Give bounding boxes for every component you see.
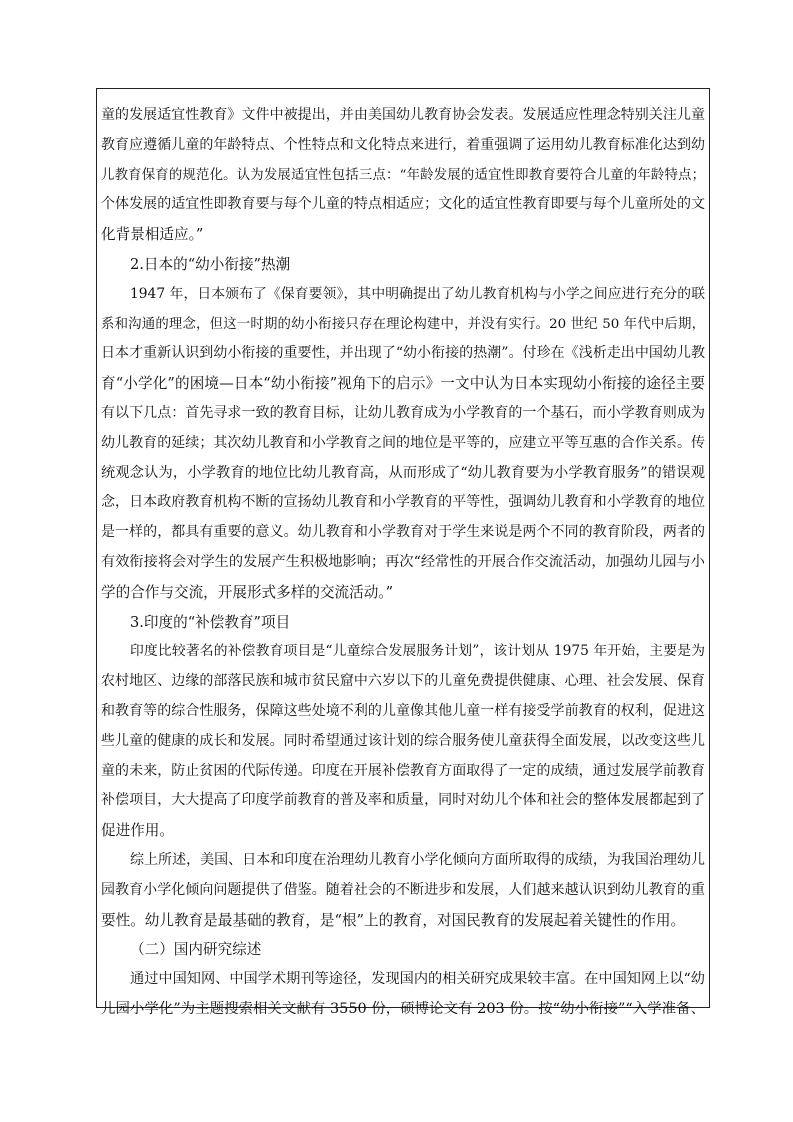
text-line: 通过中国知网、中国学术期刊等途径，发现国内的相关研究成果较丰富。在中国知网上以“幼 (130, 971, 705, 988)
text-line: 1947 年，日本颁布了《保育要领》，其中明确提出了幼儿教育机构与小学之间应进行充分的联 (130, 285, 705, 302)
text-line: 念，日本政府教育机构不断的宣扬幼儿教育和小学教育的平等性，强调幼儿教育和小学教育的地位 (101, 494, 705, 511)
text-line: 些儿童的健康的成长和发展。同时希望通过该计划的综合服务使儿童获得全面发展，以改变这些儿 (101, 732, 705, 749)
text-line: 促进作用。 (101, 822, 174, 840)
text-line: 化背景相适应。” (101, 226, 204, 244)
text-line: 童的发展适宜性教育》文件中被提出，并由美国幼儿教育协会发表。发展适应性理念特别关注儿童 (101, 107, 705, 123)
text-line: 个体发展的适宜性即教育要与每个儿童的特点相适应；文化的适宜性教育即要与每个儿童所处的文 (101, 196, 705, 213)
text-line: 农村地区、边缘的部落民族和城市贫民窟中六岁以下的儿童免费提供健康、心理、社会发展、保育 (101, 673, 705, 690)
text-line: 是一样的，都具有重要的意义。幼儿教育和小学教育对于学生来说是两个不同的教育阶段，两者的 (101, 524, 705, 541)
text-line: 综上所述，美国、日本和印度在治理幼儿教育小学化倾向方面所取得的成绩，为我国治理幼儿 (130, 851, 705, 868)
text-line: 儿园小学化”为主题搜索相关文献有 3550 份，硕博论文有 203 份。按“幼小衔接”“入学准备、 (101, 1000, 705, 1017)
text-line: 园教育小学化倾向问题提供了借鉴。随着社会的不断进步和发展，人们越来越认识到幼儿教育的重 (101, 881, 705, 898)
text-line: 要性。幼儿教育是最基础的教育，是“根”上的教育，对国民教育的发展起着关键性的作用。 (101, 911, 686, 929)
text-line: 2.日本的“幼小衔接”热潮 (130, 255, 291, 273)
text-line: 学的合作与交流，开展形式多样的交流活动。” (101, 583, 394, 601)
text-line: （二）国内研究综述 (130, 941, 262, 959)
text-line: 补偿项目，大大提高了印度学前教育的普及率和质量，同时对幼儿个体和社会的整体发展都起到了 (101, 792, 705, 809)
text-line: 统观念认为，小学教育的地位比幼儿教育高，从而形成了“幼儿教育要为小学教育服务”的错误观 (101, 464, 705, 481)
text-line: 育“小学化”的困境—日本“幼小衔接”视角下的启示》一文中认为日本实现幼小衔接的途径主要 (101, 375, 705, 393)
text-line: 儿教育保育的规范化。认为发展适宜性包括三点：“年龄发展的适宜性即教育要符合儿童的年龄特点； (101, 167, 705, 183)
document-frame (96, 88, 710, 1017)
text-line: 幼儿教育的延续；其次幼儿教育和小学教育之间的地位是平等的，应建立平等互惠的合作关系。传 (101, 434, 705, 451)
text-line: 有效衔接将会对学生的发展产生积极地影响；再次“经常性的开展合作交流活动，加强幼儿园与小 (101, 553, 705, 570)
text-line: 日本才重新认识到幼小衔接的重要性，并出现了“幼小衔接的热潮”。付珍在《浅析走出中国幼儿教 (101, 345, 705, 362)
text-line: 3.印度的“补偿教育”项目 (130, 613, 291, 631)
text-line: 和教育等的综合性服务，保障这些处境不利的儿童像其他儿童一样有接受学前教育的权利，促进这 (101, 702, 705, 719)
text-line: 系和沟通的理念，但这一时期的幼小衔接只存在理论构建中，并没有实行。20 世纪 50 年代中后期， (101, 316, 705, 332)
text-line: 有以下几点：首先寻求一致的教育目标，让幼儿教育成为小学教育的一个基石，而小学教育则成为 (101, 404, 705, 421)
text-line: 印度比较著名的补偿教育项目是“儿童综合发展服务计划”，该计划从 1975 年开始，主要是为 (130, 643, 705, 660)
text-line: 教育应遵循儿童的年龄特点、个性特点和文化特点来进行，着重强调了运用幼儿教育标准化达到幼 (101, 136, 705, 153)
text-line: 童的未来，防止贫困的代际传递。印度在开展补偿教育方面取得了一定的成绩，通过发展学前教育 (101, 762, 705, 779)
